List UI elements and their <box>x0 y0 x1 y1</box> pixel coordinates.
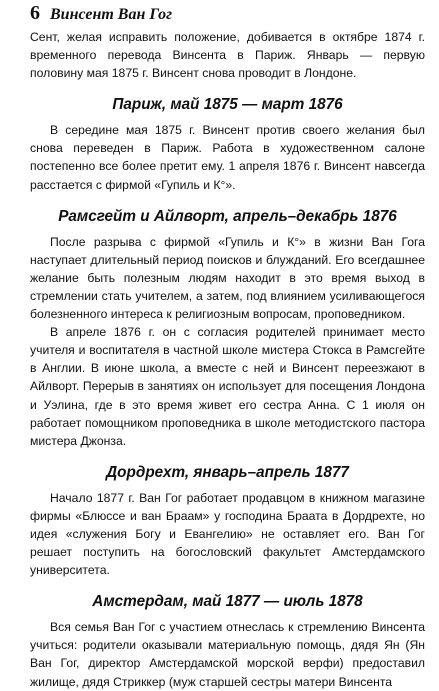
section-dordrecht <box>30 463 425 579</box>
section-title: Дордрехт, январь–апрель 1877 <box>106 463 349 481</box>
intro-paragraph: Сент, желая исправить положение, добивается в октябре 1874 г. временного перевода Винсента в Париж. Январь — первую половину мая 1875 г. Винсент снова проводит в Лондоне. <box>30 30 425 81</box>
section-ramsgate-isleworth <box>30 207 425 450</box>
section-paris <box>30 95 425 193</box>
section-title: Рамсгейт и Айлворт, апрель–декабрь 1876 <box>58 207 397 225</box>
paragraph: Начало 1877 г. Ван Гог работает продавцом в книжном магазине фирмы «Блюссе и ван Браам» у господина Браата в Дордрехте, но идея «служения Богу и Евангелию» не оставляет его. Ван Гог решает поступить на богословский факультет Амстердамского университета. <box>30 490 425 578</box>
section-title: Амстердам, май 1877 — июль 1878 <box>92 593 363 611</box>
running-head-title: Винсент Ван Гог <box>50 6 173 23</box>
paragraph: В апреле 1876 г. он с согласия родителей принимает место учителя и воспитателя в частной школе мистера Стокса в Рамсгейте в Англии. В июне школа, а вместе с ней и Винсент переезжают в Айлворт. Перерыв в занятиях он использует для посещения Лондона и Уэлина, где в это время живет его сестра Анна. С 1 июля он работает помощником проповедника в школе методистского пастора мистера Джонза. <box>30 325 425 448</box>
paragraph: Вся семья Ван Гог с участием отнеслась к стремлению Винсента учиться: родители оказывали материальную помощь, дядя Ян (Ян Ван Гог, директор Амстердамской морской верфи) предоставил жилище, дядя Стриккер (муж старшей сестры матери Винсента <box>30 620 425 689</box>
paragraph: После разрыва с фирмой «Гупиль и К°» в жизни Ван Гога наступает длительный период поисков и блужданий. Его всегдашнее желание быть полезным людям находит в это время выход в стремлении стать учителем, а затем, под влиянием усиливающегося болезненного интереса к религиозным вопросам, проповедником. <box>30 234 425 322</box>
paragraph: В середине мая 1875 г. Винсент против своего желания был снова переведен в Париж. Работа в художественном салоне постепенно все более претит ему. 1 апреля 1876 г. Винсент навсегда расстается с фирмой «Гупиль и К°». <box>30 123 425 192</box>
page-number: 6 <box>30 2 40 24</box>
section-title: Париж, май 1875 — март 1876 <box>112 96 343 114</box>
book-page <box>30 0 425 689</box>
section-amsterdam <box>30 592 425 690</box>
running-head <box>30 2 172 24</box>
body-text <box>30 28 425 691</box>
